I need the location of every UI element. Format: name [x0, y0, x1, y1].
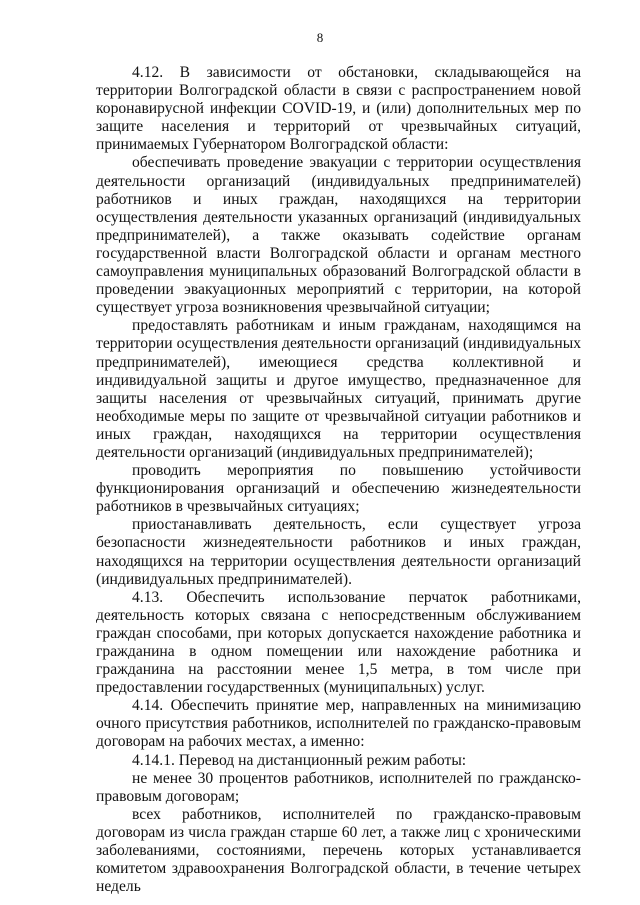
paragraph-4-12-intro: 4.12. В зависимости от обстановки, складывающейся на территории Волгоградской области в связи с распространением новой коронавирусной инфекции COVID-19, и (или) дополнительных мер по защите населения и территорий от чрезвычайных ситуаций, принимаемых Губернатором Волгоградской области:	[96, 64, 581, 154]
paragraph-sustainability: проводить мероприятия по повышению устойчивости функционирования организаций и обеспечению жизнедеятельности работников в чрезвычайных ситуациях;	[96, 462, 581, 516]
paragraph-4-14-minimization: 4.14. Обеспечить принятие мер, направленных на минимизацию очного присутствия работников, исполнителей по гражданско-правовым договорам на рабочих местах, а именно:	[96, 697, 581, 751]
paragraph-over-60: всех работников, исполнителей по гражданско-правовым договорам из числа граждан старше 60 лет, а также лиц с хроническими заболеваниями, состояниями, перечень которых устанавливается комитетом здравоохранения Волгоградской области, в течение четырех недель	[96, 805, 581, 896]
document-body	[96, 64, 581, 896]
paragraph-evacuation: обеспечивать проведение эвакуации с территории осуществления деятельности организаций (индивидуальных предпринимателей) работников и иных граждан, находящихся на территории осуществления деятельности указанных организаций (индивидуальных предпринимателей), а также оказывать содействие органам государственной власти Волгоградской области и органам местного самоуправления муниципальных образований Волгоградской области в проведении эвакуационных мероприятий с территории, на которой существует угроза возникновения чрезвычайной ситуации;	[96, 154, 581, 317]
paragraph-30-percent: не менее 30 процентов работников, исполнителей по гражданско-правовым договорам;	[96, 769, 581, 805]
paragraph-4-13-gloves: 4.13. Обеспечить использование перчаток работниками, деятельность которых связана с непосредственным обслуживанием граждан способами, при которых допускается нахождение работника и гражданина в одном помещении или нахождение работника и гражданина на расстоянии менее 1,5 метра, в том числе при предоставлении государственных (муниципальных) услуг.	[96, 588, 581, 697]
paragraph-suspension: приостанавливать деятельность, если существует угроза безопасности жизнедеятельности работников и иных граждан, находящихся на территории осуществления деятельности организаций (индивидуальных предпринимателей).	[96, 516, 581, 588]
page-number: 8	[316, 30, 324, 45]
paragraph-4-14-1-remote: 4.14.1. Перевод на дистанционный режим работы:	[132, 751, 467, 769]
paragraph-protection-means: предоставлять работникам и иным гражданам, находящимся на территории осуществления деятельности организаций (индивидуальных предпринимателей), имеющиеся средства коллективной и индивидуальной защиты и другое имущество, предназначенное для защиты населения от чрезвычайных ситуаций, принимать другие необходимые меры по защите от чрезвычайной ситуации работников и иных граждан, находящихся на территории осуществления деятельности организаций (индивидуальных предпринимателей);	[96, 317, 581, 461]
